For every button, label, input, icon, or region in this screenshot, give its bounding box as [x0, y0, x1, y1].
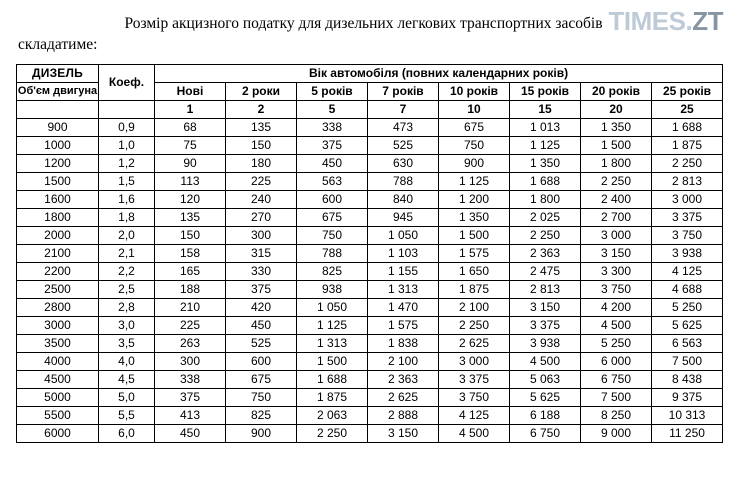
cell-tax-amount: 788: [368, 172, 439, 190]
table-row: [17, 136, 723, 154]
cell-tax-amount: 1 688: [297, 370, 368, 388]
cell-tax-amount: 1 800: [510, 190, 581, 208]
cell-tax-amount: 4 125: [439, 406, 510, 424]
cell-engine-volume: 5500: [17, 406, 99, 424]
cell-coefficient: 1,5: [99, 172, 155, 190]
cell-tax-amount: 158: [155, 244, 226, 262]
cell-engine-volume: 4500: [17, 370, 99, 388]
cell-tax-amount: 9 375: [652, 388, 723, 406]
cell-engine-volume: 4000: [17, 352, 99, 370]
cell-tax-amount: 2 100: [368, 352, 439, 370]
cell-tax-amount: 900: [226, 424, 297, 442]
cell-tax-amount: 300: [155, 352, 226, 370]
cell-tax-amount: 375: [226, 280, 297, 298]
header-age-25-years: 25 років: [652, 82, 723, 100]
table-row: [17, 172, 723, 190]
watermark-zt: ZT: [692, 6, 723, 36]
cell-tax-amount: 6 750: [510, 424, 581, 442]
cell-tax-amount: 825: [226, 406, 297, 424]
cell-tax-amount: 420: [226, 298, 297, 316]
cell-tax-amount: 2 363: [368, 370, 439, 388]
cell-tax-amount: 5 250: [581, 334, 652, 352]
cell-tax-amount: 1 575: [439, 244, 510, 262]
cell-engine-volume: 1200: [17, 154, 99, 172]
cell-tax-amount: 6 188: [510, 406, 581, 424]
cell-tax-amount: 188: [155, 280, 226, 298]
cell-tax-amount: 2 250: [652, 154, 723, 172]
table-row: [17, 388, 723, 406]
cell-tax-amount: 3 150: [581, 244, 652, 262]
cell-tax-amount: 450: [297, 154, 368, 172]
header-age-number-10: 10: [439, 100, 510, 118]
cell-tax-amount: 5 625: [652, 316, 723, 334]
cell-tax-amount: 8 250: [581, 406, 652, 424]
header-age-10-years: 10 років: [439, 82, 510, 100]
cell-tax-amount: 2 475: [510, 262, 581, 280]
cell-tax-amount: 1 688: [510, 172, 581, 190]
cell-tax-amount: 150: [155, 226, 226, 244]
cell-engine-volume: 2500: [17, 280, 99, 298]
cell-engine-volume: 1500: [17, 172, 99, 190]
cell-tax-amount: 450: [155, 424, 226, 442]
cell-tax-amount: 2 813: [510, 280, 581, 298]
cell-tax-amount: 3 938: [652, 244, 723, 262]
cell-tax-amount: 4 500: [581, 316, 652, 334]
cell-tax-amount: 1 688: [652, 118, 723, 136]
table-row: [17, 118, 723, 136]
cell-tax-amount: 3 000: [581, 226, 652, 244]
header-age-new: Нові: [155, 82, 226, 100]
header-age-number-5: 5: [297, 100, 368, 118]
cell-tax-amount: 938: [297, 280, 368, 298]
cell-tax-amount: 1 125: [439, 172, 510, 190]
cell-tax-amount: 1 875: [297, 388, 368, 406]
cell-tax-amount: 90: [155, 154, 226, 172]
cell-coefficient: 5,0: [99, 388, 155, 406]
cell-tax-amount: 3 000: [652, 190, 723, 208]
header-age-group: Вік автомобіля (повних календарних років): [155, 64, 723, 82]
tax-table-container: [0, 56, 737, 443]
cell-tax-amount: 1 500: [439, 226, 510, 244]
cell-tax-amount: 1 313: [297, 334, 368, 352]
cell-tax-amount: 8 438: [652, 370, 723, 388]
watermark-dot: .: [685, 6, 693, 36]
table-row: [17, 262, 723, 280]
cell-tax-amount: 2 100: [439, 298, 510, 316]
cell-tax-amount: 165: [155, 262, 226, 280]
cell-tax-amount: 2 625: [368, 388, 439, 406]
cell-tax-amount: 1 800: [581, 154, 652, 172]
cell-tax-amount: 270: [226, 208, 297, 226]
cell-tax-amount: 1 313: [368, 280, 439, 298]
cell-tax-amount: 338: [297, 118, 368, 136]
cell-tax-amount: 68: [155, 118, 226, 136]
header-age-7-years: 7 років: [368, 82, 439, 100]
cell-tax-amount: 2 363: [510, 244, 581, 262]
header-coefficient: Коеф.: [99, 64, 155, 100]
cell-tax-amount: 1 575: [368, 316, 439, 334]
cell-tax-amount: 4 200: [581, 298, 652, 316]
cell-coefficient: 1,6: [99, 190, 155, 208]
cell-tax-amount: 3 375: [652, 208, 723, 226]
table-row: [17, 226, 723, 244]
cell-tax-amount: 413: [155, 406, 226, 424]
cell-tax-amount: 7 500: [581, 388, 652, 406]
header-age-2-years: 2 роки: [226, 82, 297, 100]
cell-tax-amount: 1 103: [368, 244, 439, 262]
cell-tax-amount: 2 700: [581, 208, 652, 226]
table-row: [17, 406, 723, 424]
cell-tax-amount: 750: [439, 136, 510, 154]
cell-tax-amount: 2 888: [368, 406, 439, 424]
cell-tax-amount: 225: [226, 172, 297, 190]
cell-tax-amount: 375: [297, 136, 368, 154]
cell-tax-amount: 675: [297, 208, 368, 226]
table-row: [17, 190, 723, 208]
header-age-number-7: 7: [368, 100, 439, 118]
cell-tax-amount: 525: [368, 136, 439, 154]
cell-tax-amount: 1 350: [439, 208, 510, 226]
cell-tax-amount: 525: [226, 334, 297, 352]
cell-tax-amount: 5 625: [510, 388, 581, 406]
header-spacer-coef: [99, 100, 155, 118]
header-engine-volume: Об'єм двигуна: [17, 82, 99, 100]
cell-tax-amount: 1 013: [510, 118, 581, 136]
cell-tax-amount: 225: [155, 316, 226, 334]
cell-coefficient: 3,5: [99, 334, 155, 352]
header-age-number-1: 1: [155, 100, 226, 118]
cell-tax-amount: 315: [226, 244, 297, 262]
cell-tax-amount: 3 938: [510, 334, 581, 352]
cell-tax-amount: 240: [226, 190, 297, 208]
cell-tax-amount: 338: [155, 370, 226, 388]
cell-tax-amount: 3 750: [439, 388, 510, 406]
cell-tax-amount: 3 375: [510, 316, 581, 334]
cell-engine-volume: 1800: [17, 208, 99, 226]
cell-coefficient: 1,2: [99, 154, 155, 172]
table-head: [17, 64, 723, 118]
cell-tax-amount: 675: [226, 370, 297, 388]
table-row: [17, 244, 723, 262]
cell-tax-amount: 2 025: [510, 208, 581, 226]
cell-coefficient: 4,0: [99, 352, 155, 370]
cell-coefficient: 3,0: [99, 316, 155, 334]
table-header-row-3: [17, 100, 723, 118]
cell-tax-amount: 1 125: [297, 316, 368, 334]
cell-tax-amount: 900: [439, 154, 510, 172]
cell-tax-amount: 135: [226, 118, 297, 136]
cell-tax-amount: 675: [439, 118, 510, 136]
cell-coefficient: 5,5: [99, 406, 155, 424]
cell-tax-amount: 5 250: [652, 298, 723, 316]
cell-tax-amount: 4 500: [510, 352, 581, 370]
cell-tax-amount: 473: [368, 118, 439, 136]
cell-tax-amount: 1 500: [581, 136, 652, 154]
cell-tax-amount: 6 750: [581, 370, 652, 388]
cell-tax-amount: 600: [297, 190, 368, 208]
cell-tax-amount: 180: [226, 154, 297, 172]
cell-tax-amount: 563: [297, 172, 368, 190]
cell-engine-volume: 2800: [17, 298, 99, 316]
cell-tax-amount: 11 250: [652, 424, 723, 442]
header-age-number-15: 15: [510, 100, 581, 118]
cell-tax-amount: 1 350: [581, 118, 652, 136]
header-age-number-2: 2: [226, 100, 297, 118]
cell-engine-volume: 1000: [17, 136, 99, 154]
cell-engine-volume: 2100: [17, 244, 99, 262]
cell-engine-volume: 1600: [17, 190, 99, 208]
cell-engine-volume: 2000: [17, 226, 99, 244]
cell-tax-amount: 330: [226, 262, 297, 280]
cell-engine-volume: 6000: [17, 424, 99, 442]
header-fuel-type: ДИЗЕЛЬ: [17, 64, 99, 82]
header-spacer-volume: [17, 100, 99, 118]
cell-engine-volume: 900: [17, 118, 99, 136]
cell-tax-amount: 150: [226, 136, 297, 154]
cell-tax-amount: 2 063: [297, 406, 368, 424]
cell-tax-amount: 1 155: [368, 262, 439, 280]
cell-tax-amount: 1 125: [510, 136, 581, 154]
table-header-row-1: [17, 64, 723, 82]
cell-tax-amount: 10 313: [652, 406, 723, 424]
cell-engine-volume: 3500: [17, 334, 99, 352]
excise-tax-table: [16, 64, 723, 443]
cell-tax-amount: 2 250: [297, 424, 368, 442]
cell-tax-amount: 450: [226, 316, 297, 334]
cell-coefficient: 2,8: [99, 298, 155, 316]
table-row: [17, 334, 723, 352]
cell-tax-amount: 600: [226, 352, 297, 370]
cell-tax-amount: 750: [226, 388, 297, 406]
cell-coefficient: 1,8: [99, 208, 155, 226]
table-row: [17, 208, 723, 226]
cell-tax-amount: 120: [155, 190, 226, 208]
header-age-number-25: 25: [652, 100, 723, 118]
cell-coefficient: 2,2: [99, 262, 155, 280]
cell-tax-amount: 1 650: [439, 262, 510, 280]
page-title-line-2: складатиме:: [18, 35, 98, 53]
cell-tax-amount: 1 875: [439, 280, 510, 298]
cell-tax-amount: 2 625: [439, 334, 510, 352]
cell-coefficient: 1,0: [99, 136, 155, 154]
cell-coefficient: 2,1: [99, 244, 155, 262]
cell-tax-amount: 750: [297, 226, 368, 244]
cell-tax-amount: 1 200: [439, 190, 510, 208]
header-age-15-years: 15 років: [510, 82, 581, 100]
header-age-20-years: 20 років: [581, 82, 652, 100]
cell-coefficient: 0,9: [99, 118, 155, 136]
table-row: [17, 298, 723, 316]
cell-tax-amount: 210: [155, 298, 226, 316]
cell-tax-amount: 2 250: [581, 172, 652, 190]
cell-tax-amount: 3 150: [368, 424, 439, 442]
cell-engine-volume: 3000: [17, 316, 99, 334]
cell-tax-amount: 4 500: [439, 424, 510, 442]
table-row: [17, 280, 723, 298]
cell-tax-amount: 2 250: [510, 226, 581, 244]
cell-tax-amount: 3 300: [581, 262, 652, 280]
cell-tax-amount: 1 500: [297, 352, 368, 370]
cell-tax-amount: 1 050: [297, 298, 368, 316]
cell-tax-amount: 788: [297, 244, 368, 262]
cell-tax-amount: 113: [155, 172, 226, 190]
cell-tax-amount: 4 125: [652, 262, 723, 280]
table-row: [17, 370, 723, 388]
cell-tax-amount: 1 050: [368, 226, 439, 244]
cell-tax-amount: 1 838: [368, 334, 439, 352]
cell-tax-amount: 945: [368, 208, 439, 226]
cell-coefficient: 2,0: [99, 226, 155, 244]
cell-coefficient: 4,5: [99, 370, 155, 388]
cell-tax-amount: 3 000: [439, 352, 510, 370]
cell-tax-amount: 3 750: [581, 280, 652, 298]
cell-tax-amount: 375: [155, 388, 226, 406]
page-title-line-1: Розмір акцизного податку для дизельних легкових транспортних засобів: [124, 15, 603, 32]
cell-tax-amount: 3 750: [652, 226, 723, 244]
table-row: [17, 154, 723, 172]
cell-coefficient: 2,5: [99, 280, 155, 298]
cell-tax-amount: 2 400: [581, 190, 652, 208]
cell-tax-amount: 75: [155, 136, 226, 154]
cell-engine-volume: 5000: [17, 388, 99, 406]
cell-tax-amount: 6 000: [581, 352, 652, 370]
cell-tax-amount: 840: [368, 190, 439, 208]
table-row: [17, 316, 723, 334]
cell-tax-amount: 825: [297, 262, 368, 280]
cell-engine-volume: 2200: [17, 262, 99, 280]
cell-tax-amount: 2 813: [652, 172, 723, 190]
cell-tax-amount: 3 150: [510, 298, 581, 316]
cell-tax-amount: 1 470: [368, 298, 439, 316]
cell-tax-amount: 630: [368, 154, 439, 172]
cell-tax-amount: 9 000: [581, 424, 652, 442]
cell-tax-amount: 2 250: [439, 316, 510, 334]
cell-tax-amount: 135: [155, 208, 226, 226]
cell-tax-amount: 1 875: [652, 136, 723, 154]
table-row: [17, 424, 723, 442]
page-title: [0, 0, 737, 56]
cell-tax-amount: 3 375: [439, 370, 510, 388]
cell-tax-amount: 300: [226, 226, 297, 244]
table-body: [17, 118, 723, 442]
cell-coefficient: 6,0: [99, 424, 155, 442]
watermark-times: TIMES: [608, 6, 686, 36]
cell-tax-amount: 7 500: [652, 352, 723, 370]
cell-tax-amount: 1 350: [510, 154, 581, 172]
cell-tax-amount: 5 063: [510, 370, 581, 388]
table-row: [17, 352, 723, 370]
header-age-5-years: 5 років: [297, 82, 368, 100]
cell-tax-amount: 6 563: [652, 334, 723, 352]
header-age-number-20: 20: [581, 100, 652, 118]
cell-tax-amount: 4 688: [652, 280, 723, 298]
cell-tax-amount: 263: [155, 334, 226, 352]
